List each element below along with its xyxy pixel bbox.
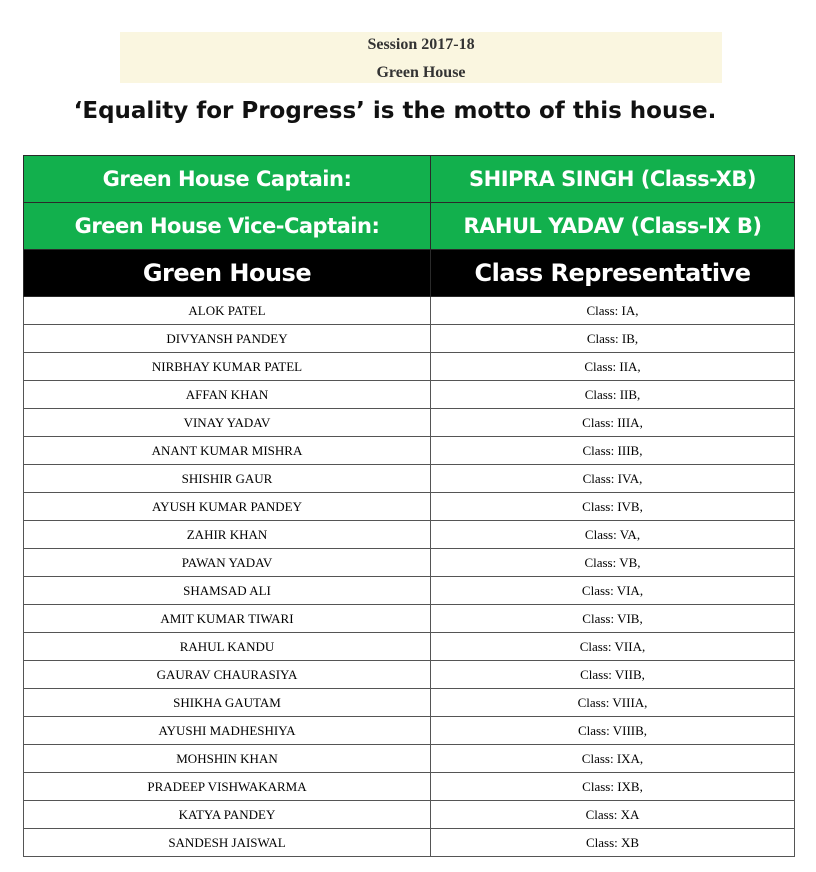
representative-name: GAURAV CHAURASIYA — [24, 661, 431, 689]
representative-name: SHISHIR GAUR — [24, 465, 431, 493]
representative-class: Class: IIIA, — [431, 409, 795, 437]
representative-name: NIRBHAY KUMAR PATEL — [24, 353, 431, 381]
house-name: Green House — [376, 64, 466, 81]
table-row — [24, 577, 795, 605]
session-banner — [120, 32, 722, 83]
table-row — [24, 493, 795, 521]
house-motto: ‘Equality for Progress’ is the motto of this house. — [73, 98, 717, 124]
representative-class: Class: IVA, — [431, 465, 795, 493]
representative-class: Class: IIIB, — [431, 437, 795, 465]
session-title: Session 2017-18 — [367, 36, 475, 53]
captain-row — [24, 156, 795, 203]
representative-class: Class: VB, — [431, 549, 795, 577]
representative-class: Class: IXA, — [431, 745, 795, 773]
table-row — [24, 605, 795, 633]
table-row — [24, 297, 795, 325]
table-row — [24, 437, 795, 465]
representative-name: RAHUL KANDU — [24, 633, 431, 661]
representative-name: PRADEEP VISHWAKARMA — [24, 773, 431, 801]
table-row — [24, 409, 795, 437]
table-row — [24, 773, 795, 801]
table-row — [24, 633, 795, 661]
representative-name: ALOK PATEL — [24, 297, 431, 325]
table-row — [24, 353, 795, 381]
representative-class: Class: IA, — [431, 297, 795, 325]
representative-class: Class: VIIA, — [431, 633, 795, 661]
column-header-house: Green House — [24, 250, 431, 297]
column-header-row — [24, 250, 795, 297]
house-roster-table — [23, 155, 795, 857]
captain-role: Green House Captain: — [24, 156, 431, 203]
representative-name: ANANT KUMAR MISHRA — [24, 437, 431, 465]
representative-class: Class: IIA, — [431, 353, 795, 381]
table-row — [24, 549, 795, 577]
representative-class: Class: VIIIB, — [431, 717, 795, 745]
table-row — [24, 829, 795, 857]
representative-class: Class: VIA, — [431, 577, 795, 605]
representative-class: Class: VIIIA, — [431, 689, 795, 717]
representative-class: Class: XB — [431, 829, 795, 857]
representative-name: AYUSH KUMAR PANDEY — [24, 493, 431, 521]
representative-name: ZAHIR KHAN — [24, 521, 431, 549]
vice-captain-name: RAHUL YADAV (Class-IX B) — [431, 203, 795, 250]
representative-name: SANDESH JAISWAL — [24, 829, 431, 857]
representative-class: Class: VA, — [431, 521, 795, 549]
representative-class: Class: XA — [431, 801, 795, 829]
representative-name: AFFAN KHAN — [24, 381, 431, 409]
representative-name: MOHSHIN KHAN — [24, 745, 431, 773]
table-row — [24, 465, 795, 493]
representative-name: DIVYANSH PANDEY — [24, 325, 431, 353]
table-row — [24, 381, 795, 409]
representative-class: Class: IB, — [431, 325, 795, 353]
representative-class: Class: VIB, — [431, 605, 795, 633]
representative-class: Class: IVB, — [431, 493, 795, 521]
table-row — [24, 717, 795, 745]
table-row — [24, 745, 795, 773]
column-header-representative: Class Representative — [431, 250, 795, 297]
representative-class: Class: IIB, — [431, 381, 795, 409]
representative-class: Class: IXB, — [431, 773, 795, 801]
vice-captain-role: Green House Vice-Captain: — [24, 203, 431, 250]
table-row — [24, 325, 795, 353]
table-row — [24, 521, 795, 549]
representative-class: Class: VIIB, — [431, 661, 795, 689]
table-row — [24, 661, 795, 689]
table-row — [24, 689, 795, 717]
representative-name: PAWAN YADAV — [24, 549, 431, 577]
vice-captain-row — [24, 203, 795, 250]
representative-name: VINAY YADAV — [24, 409, 431, 437]
representative-name: AYUSHI MADHESHIYA — [24, 717, 431, 745]
table-row — [24, 801, 795, 829]
representative-name: AMIT KUMAR TIWARI — [24, 605, 431, 633]
representative-name: SHAMSAD ALI — [24, 577, 431, 605]
representative-name: KATYA PANDEY — [24, 801, 431, 829]
captain-name: SHIPRA SINGH (Class-XB) — [431, 156, 795, 203]
representative-name: SHIKHA GAUTAM — [24, 689, 431, 717]
